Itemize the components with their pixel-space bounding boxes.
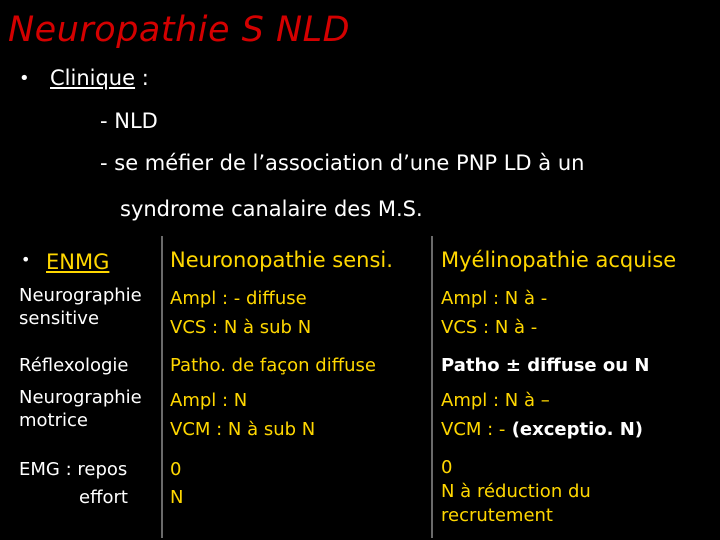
row-col2-line: VCS : N à sub N [170, 317, 312, 338]
header-col-myelinopathie: Myélinopathie acquise [441, 248, 677, 272]
bullet-icon: • [19, 68, 30, 89]
column-divider [431, 236, 433, 538]
comparison-table [13, 236, 708, 538]
row-col3-line: VCS : N à - [441, 317, 538, 338]
row-col3-line: N à réduction du [441, 481, 591, 502]
header-col-neuronopathie: Neuronopathie sensi. [170, 248, 393, 272]
row-label-line: motrice [19, 410, 88, 431]
row-col2-line: Patho. de façon diffuse [170, 355, 376, 376]
row-col3-line: Ampl : N à – [441, 390, 550, 411]
clinique-line-3: syndrome canalaire des M.S. [120, 197, 423, 221]
column-divider [161, 236, 163, 538]
row-col2-line: Ampl : N [170, 390, 248, 411]
row-label-line: Neurographie [19, 387, 142, 408]
row-label-line: Neurographie [19, 285, 142, 306]
vcm-value: VCM : - [441, 419, 506, 440]
row-col3-line [441, 415, 643, 444]
clinique-line-1: - NLD [100, 109, 158, 133]
row-col2 [170, 354, 376, 378]
clinique-colon: : [135, 66, 149, 90]
row-col3 [441, 354, 649, 378]
row-col2 [170, 386, 315, 444]
row-col2-line: 0 [170, 459, 182, 480]
header-enmg: ENMG [46, 250, 110, 274]
row-label-line: Réflexologie [19, 355, 129, 376]
row-col3 [441, 284, 547, 342]
row-label [19, 386, 142, 432]
row-col2 [170, 284, 311, 342]
header-bullet-icon: • [21, 250, 31, 269]
row-col2-line: N [170, 487, 184, 508]
row-col3-line: Patho ± diffuse ou N [441, 355, 650, 376]
row-label-line: EMG : repos [19, 459, 128, 480]
row-col2 [170, 456, 183, 512]
row-col2-line: VCM : N à sub N [170, 419, 316, 440]
slide-title: Neuropathie S NLD [8, 10, 351, 50]
row-label-line: sensitive [19, 308, 100, 329]
clinique-label: Clinique [50, 66, 136, 90]
row-col3-line: Ampl : N à - [441, 288, 548, 309]
row-col2-line: Ampl : - diffuse [170, 288, 307, 309]
row-label [19, 284, 142, 330]
row-col3-line: 0 [441, 457, 453, 478]
row-label [19, 354, 129, 378]
row-label [19, 456, 128, 512]
row-col3-line: recrutement [441, 505, 553, 526]
clinique-line-2: - se méfier de l’association d’une PNP LD à un [100, 151, 585, 175]
vcm-note: (exceptio. N) [505, 419, 644, 440]
row-label-line: effort [79, 487, 128, 508]
clinique-heading [50, 66, 149, 90]
row-col3 [441, 456, 591, 528]
row-col3 [441, 386, 643, 444]
